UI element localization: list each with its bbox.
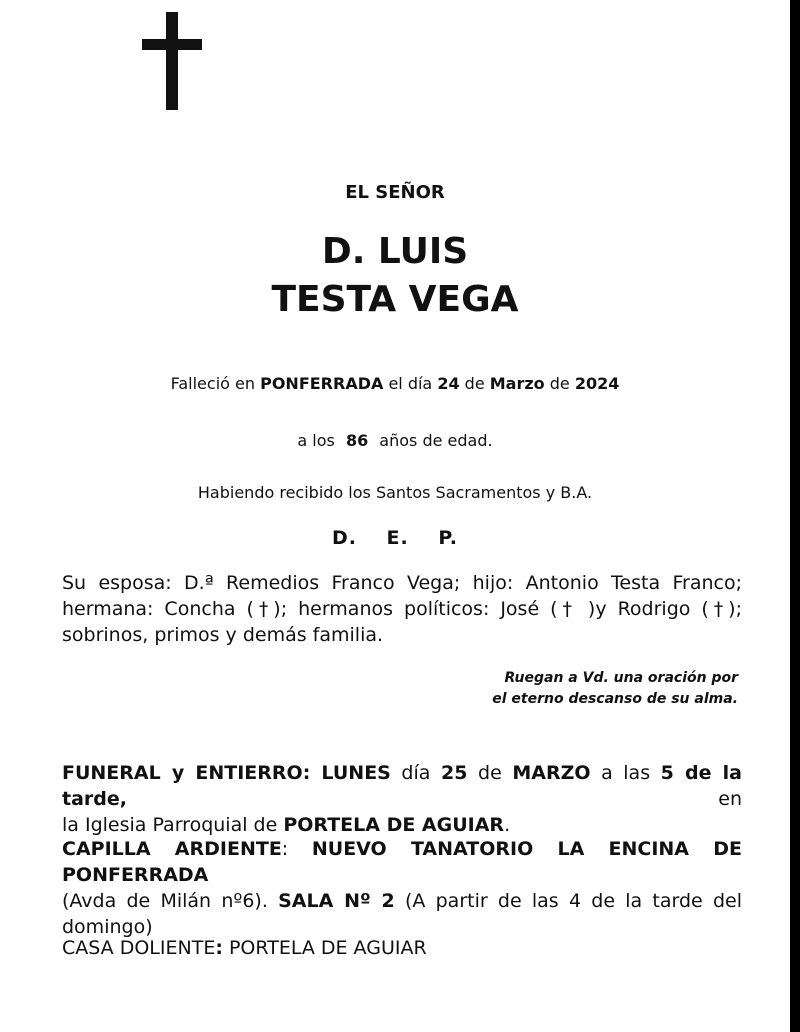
- family-line: sobrinos, primos y demás familia.: [62, 624, 384, 646]
- cross-icon: [142, 12, 202, 110]
- prayer-request: Ruegan a Vd. una oración por el eterno descanso de su alma.: [492, 670, 738, 707]
- mourning-house: CASA DOLIENTE: PORTELA DE AGUIAR: [62, 937, 427, 959]
- honorific-title: EL SEÑOR: [345, 182, 445, 203]
- chapel-paragraph: CAPILLA ARDIENTE: NUEVO TANATORIO LA ENCINA DE PONFERRADA (Avda de Milán nº6). SALA Nº 2 (A partir de las 4 de la tarde del domingo): [62, 838, 743, 938]
- family-line: Su esposa: D.ª Remedios Franco Vega; hijo: Antonio Testa Franco;: [62, 572, 742, 594]
- deceased-name-line2: TESTA VEGA: [271, 279, 519, 320]
- age-info: a los 86 años de edad.: [297, 431, 493, 450]
- death-info: Falleció en PONFERRADA el día 24 de Marzo de 2024: [170, 374, 620, 393]
- dep-heading: D. E. P.: [331, 527, 459, 549]
- family-line: hermana: Concha (†); hermanos políticos: José († )y Rodrigo (†);: [62, 598, 742, 620]
- sacraments-text: Habiendo recibido los Santos Sacramentos y B.A.: [197, 483, 593, 502]
- family-paragraph: [62, 570, 742, 648]
- deceased-name-line1: D. LUIS: [321, 231, 469, 272]
- funeral-paragraph: FUNERAL y ENTIERRO: LUNES día 25 de MARZO a las 5 de la tarde, en la Iglesia Parroquial de PORTELA DE AGUIAR.: [62, 762, 742, 836]
